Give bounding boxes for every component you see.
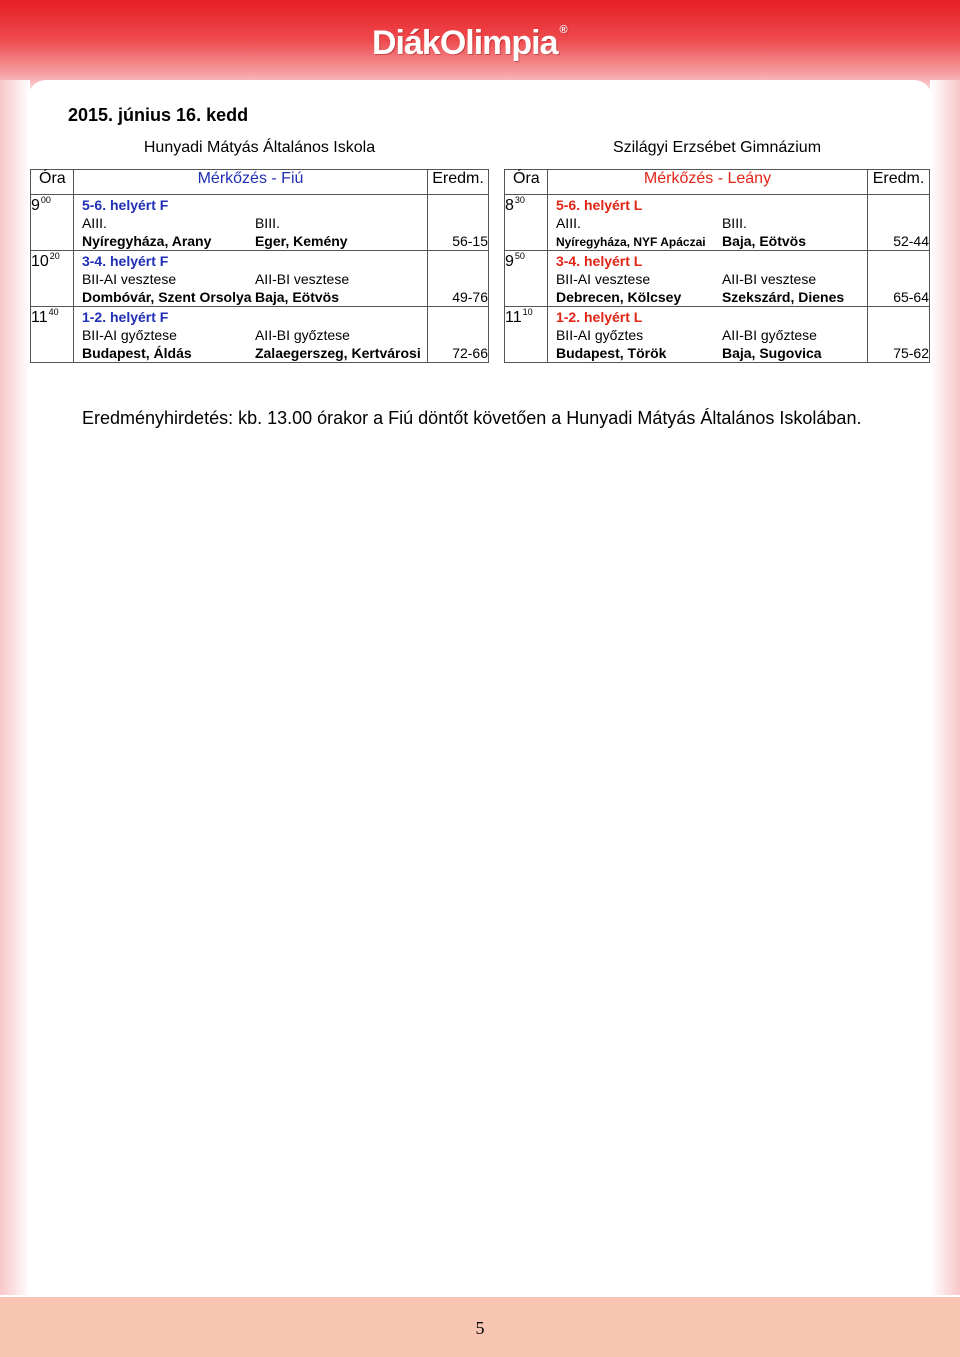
game-score-cell (428, 251, 489, 307)
header-time: Óra (31, 170, 74, 195)
game-label: 3-4. helyért L (555, 253, 643, 269)
logo-registered-mark: ® (559, 24, 567, 36)
time-hour: 11 (31, 309, 48, 326)
time-hour: 8 (505, 197, 514, 214)
team-b: Baja, Eötvös (254, 289, 339, 305)
game-match (73, 251, 427, 307)
venue-boys: Hunyadi Mátyás Általános Iskola (143, 139, 376, 156)
seed-b: BIII. (254, 215, 280, 231)
team-a: Nyíregyháza, NYF Apáczai (555, 235, 706, 249)
time-minutes: 00 (40, 195, 51, 205)
seed-a: BII-AI vesztese (555, 271, 651, 287)
team-b: Szekszárd, Dienes (721, 289, 845, 305)
seed-a: BII-AI vesztese (81, 271, 177, 287)
game-time (505, 307, 548, 363)
game-score: 56-15 (452, 233, 488, 249)
boys-game-row (31, 307, 489, 363)
game-score-cell (428, 195, 489, 251)
girls-game-row (505, 195, 930, 251)
header-match-girls: Mérkőzés - Leány (547, 170, 867, 195)
right-border-gradient (930, 80, 960, 1295)
team-a: Budapest, Áldás (81, 345, 192, 361)
time-hour: 9 (31, 197, 40, 214)
time-minutes: 30 (514, 195, 525, 205)
boys-header-row (31, 170, 489, 195)
game-match (547, 307, 867, 363)
girls-header-row (505, 170, 930, 195)
game-score: 75-62 (893, 345, 929, 361)
game-time (505, 251, 548, 307)
game-label: 5-6. helyért F (81, 197, 169, 213)
time-minutes: 10 (522, 307, 533, 317)
seed-a: AIII. (81, 215, 107, 231)
team-a: Nyíregyháza, Arany (81, 233, 212, 249)
results-announcement-note: Eredményhirdetés: kb. 13.00 órakor a Fiú döntőt követően a Hunyadi Mátyás Általános Iskolában. (82, 408, 862, 428)
game-time (31, 307, 74, 363)
time-minutes: 50 (514, 251, 525, 261)
game-match (73, 307, 427, 363)
seed-a: AIII. (555, 215, 581, 231)
girls-game-row (505, 251, 930, 307)
team-a: Dombóvár, Szent Orsolya (81, 289, 252, 305)
header-result: Eredm. (428, 170, 489, 195)
time-hour: 11 (505, 309, 522, 326)
seed-b: AII-BI győztese (254, 327, 350, 343)
game-score: 52-44 (893, 233, 929, 249)
diakolimpia-logo (372, 24, 567, 63)
time-hour: 9 (505, 253, 514, 270)
game-score: 49-76 (452, 289, 488, 305)
team-b: Baja, Sugovica (721, 345, 822, 361)
page-number: 5 (475, 1318, 485, 1338)
game-time (31, 195, 74, 251)
game-score: 65-64 (893, 289, 929, 305)
seed-b: AII-BI vesztese (721, 271, 817, 287)
seed-b: AII-BI győztese (721, 327, 817, 343)
game-score-cell (428, 307, 489, 363)
event-date: 2015. június 16. kedd (68, 105, 249, 125)
venue-girls: Szilágyi Erzsébet Gimnázium (612, 139, 822, 156)
girls-game-row (505, 307, 930, 363)
game-match (547, 195, 867, 251)
seed-a: BII-AI győztese (81, 327, 177, 343)
seed-b: AII-BI vesztese (254, 271, 350, 287)
game-label: 1-2. helyért L (555, 309, 643, 325)
game-label: 5-6. helyért L (555, 197, 643, 213)
seed-a: BII-AI győztes (555, 327, 644, 343)
team-b: Eger, Kemény (254, 233, 348, 249)
team-a: Debrecen, Kölcsey (555, 289, 682, 305)
game-time (31, 251, 74, 307)
game-label: 1-2. helyért F (81, 309, 169, 325)
time-minutes: 20 (49, 251, 60, 261)
game-score-cell (868, 251, 930, 307)
game-time (505, 195, 548, 251)
header-time: Óra (505, 170, 548, 195)
seed-b: BIII. (721, 215, 747, 231)
game-match (547, 251, 867, 307)
boys-game-row (31, 251, 489, 307)
team-b: Zalaegerszeg, Kertvárosi (254, 345, 421, 361)
game-score-cell (868, 307, 930, 363)
game-label: 3-4. helyért F (81, 253, 169, 269)
game-score: 72-66 (452, 345, 488, 361)
game-score-cell (868, 195, 930, 251)
left-border-gradient (0, 80, 30, 1295)
boys-schedule-table (30, 169, 489, 363)
team-a: Budapest, Török (555, 345, 667, 361)
boys-game-row (31, 195, 489, 251)
girls-schedule-table (504, 169, 930, 363)
team-b: Baja, Eötvös (721, 233, 806, 249)
game-match (73, 195, 427, 251)
time-minutes: 40 (48, 307, 59, 317)
header-match-boys: Mérkőzés - Fiú (73, 170, 427, 195)
logo-text: DiákOlimpia (372, 24, 558, 62)
time-hour: 10 (31, 253, 49, 270)
header-result: Eredm. (868, 170, 930, 195)
